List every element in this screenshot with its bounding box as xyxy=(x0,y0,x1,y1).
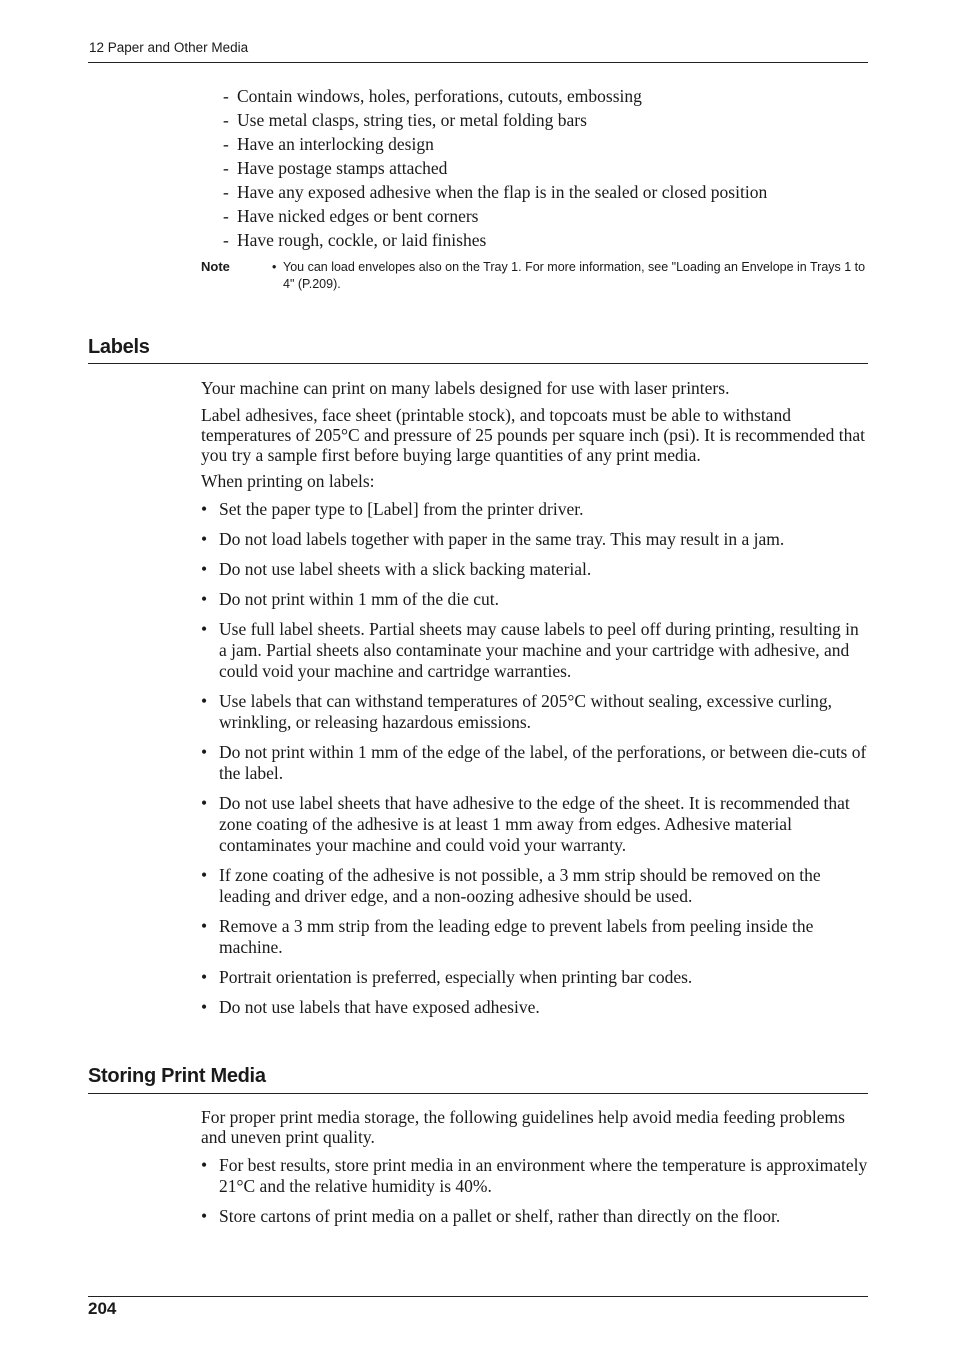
list-item: • Do not use labels that have exposed adhesive. xyxy=(201,997,540,1017)
list-item: - Have an interlocking design xyxy=(223,134,434,154)
list-item: • Store cartons of print media on a pallet or shelf, rather than directly on the floor. xyxy=(201,1206,781,1226)
list-item: • Portrait orientation is preferred, especially when printing bar codes. xyxy=(201,967,693,987)
list-item: • Do not load labels together with paper in the same tray. This may result in a jam. xyxy=(201,529,785,549)
labels-paragraph: Label adhesives, face sheet (printable stock), and topcoats must be able to withstand temperatures of 205°C and pressure of 25 pounds per square inch (psi). It is recommended that you try a sample first before buying large quantities of any print media. xyxy=(201,405,866,465)
list-item: • Do not print within 1 mm of the die cut. xyxy=(201,589,499,609)
list-item: - Use metal clasps, string ties, or metal folding bars xyxy=(223,110,587,130)
section-divider xyxy=(88,363,868,364)
section-title-labels: Labels xyxy=(88,336,150,358)
list-item: • Set the paper type to [Label] from the printer driver. xyxy=(201,499,584,519)
labels-intro: Your machine can print on many labels designed for use with laser printers. xyxy=(201,378,730,398)
list-item: - Have any exposed adhesive when the flap is in the sealed or closed position xyxy=(223,182,768,202)
list-item: • If zone coating of the adhesive is not possible, a 3 mm strip should be removed on the leading and driver edge, and a non-oozing adhesive should be used. xyxy=(201,865,821,906)
header-divider xyxy=(88,62,868,63)
list-item: - Contain windows, holes, perforations, cutouts, embossing xyxy=(223,86,642,106)
list-item: • Use labels that can withstand temperatures of 205°C without sealing, excessive curling, wrinkling, or releasing hazardous emissions. xyxy=(201,691,833,732)
chapter-header: 12 Paper and Other Media xyxy=(89,40,249,55)
footer-divider xyxy=(88,1296,868,1297)
storing-intro: For proper print media storage, the following guidelines help avoid media feeding problems and uneven print quality. xyxy=(201,1107,845,1147)
section-title-storing: Storing Print Media xyxy=(88,1065,266,1087)
section-divider xyxy=(88,1093,868,1094)
list-item: - Have nicked edges or bent corners xyxy=(223,206,479,226)
list-item: • Do not print within 1 mm of the edge of the label, of the perforations, or between die-cuts of the label. xyxy=(201,742,867,783)
list-item: - Have rough, cockle, or laid finishes xyxy=(223,230,487,250)
list-item: - Have postage stamps attached xyxy=(223,158,448,178)
note-label: Note xyxy=(201,259,230,274)
list-item: • For best results, store print media in an environment where the temperature is approximately 21°C and the relative humidity is 40%. xyxy=(201,1155,868,1196)
list-item: • Use full label sheets. Partial sheets may cause labels to peel off during printing, resulting in a jam. Partial sheets also contaminate your machine and your cartridge with adhesive, and could void your machine and cartridge warranties. xyxy=(201,619,859,681)
envelope-restrictions-list xyxy=(223,84,767,252)
storing-guidelines-list xyxy=(201,1155,869,1236)
list-item: • Remove a 3 mm strip from the leading edge to prevent labels from peeling inside the machine. xyxy=(201,916,814,957)
list-item: • Do not use label sheets with a slick backing material. xyxy=(201,559,592,579)
page-number: 204 xyxy=(88,1299,117,1318)
note-text: • You can load envelopes also on the Tray 1. For more information, see "Loading an Envelope in Trays 1 to 4" (P.209). xyxy=(272,260,866,291)
labels-when-printing: When printing on labels: xyxy=(201,471,375,491)
list-item: • Do not use label sheets that have adhesive to the edge of the sheet. It is recommended that zone coating of the adhesive is at least 1 mm away from edges. Adhesive material contaminates your machine and could void your warranty. xyxy=(201,793,850,855)
labels-guidelines-list xyxy=(201,499,869,1027)
